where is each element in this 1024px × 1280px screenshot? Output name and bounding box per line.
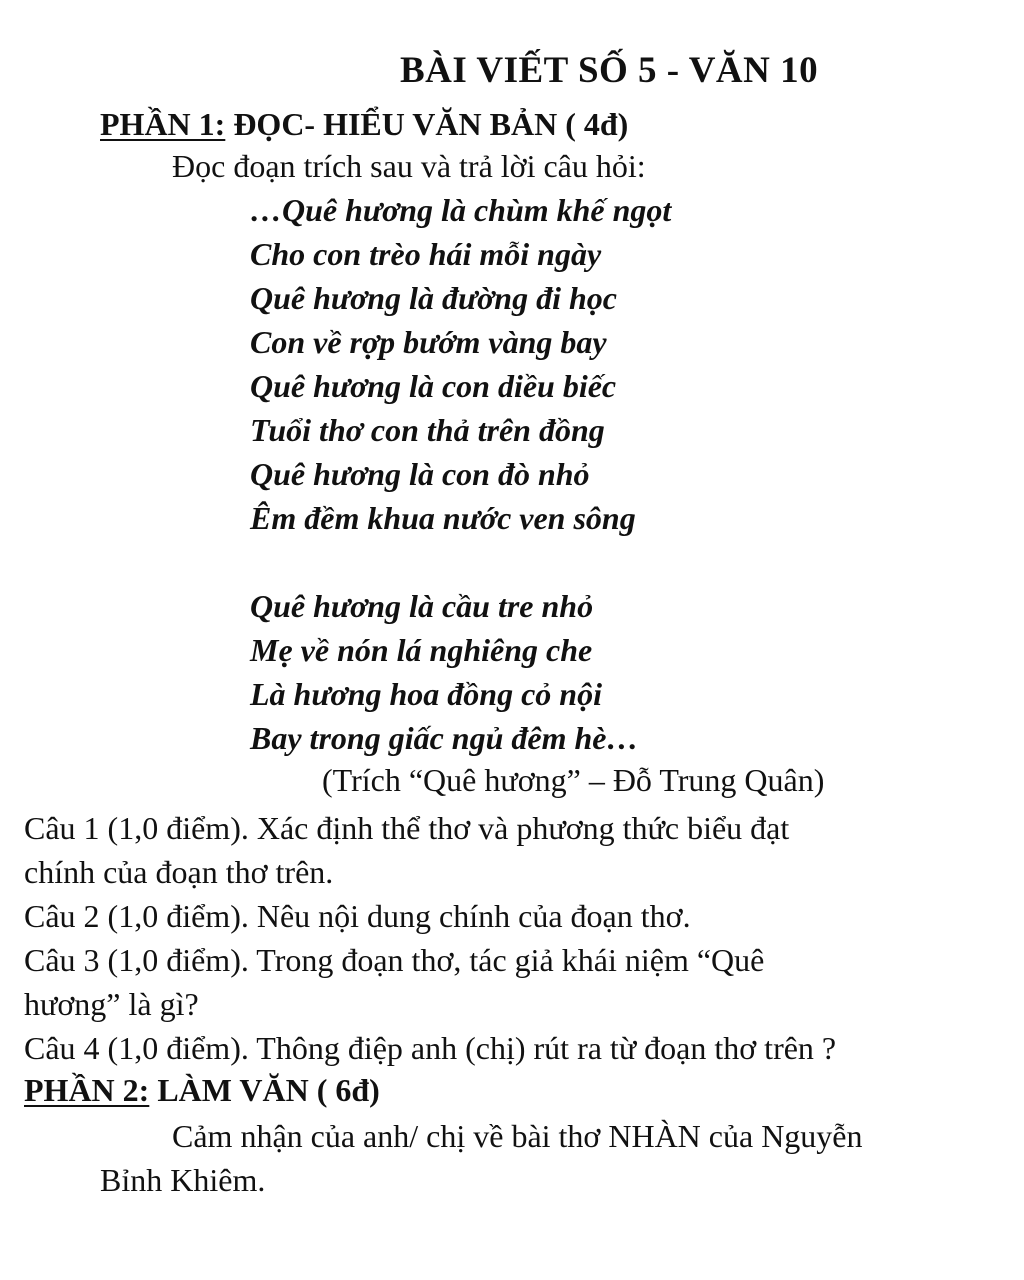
poem-line: Bay trong giấc ngủ đêm hè… [250, 720, 639, 756]
question-2: Câu 2 (1,0 điểm). Nêu nội dung chính của đoạn thơ. [24, 898, 691, 934]
essay-prompt-line-1: Cảm nhận của anh/ chị về bài thơ NHÀN của Nguyễn [172, 1118, 863, 1154]
part1-label: PHẦN 1: [100, 106, 226, 142]
poem-line: …Quê hương là chùm khế ngọt [250, 192, 672, 228]
poem-line: Quê hương là đường đi học [250, 280, 617, 316]
question-3-line-2: hương” là gì? [24, 986, 199, 1022]
part1-heading [100, 108, 628, 140]
poem-line: Tuổi thơ con thả trên đồng [250, 412, 605, 448]
poem-line: Cho con trèo hái mỗi ngày [250, 236, 602, 272]
question-3-line-1: Câu 3 (1,0 điểm). Trong đoạn thơ, tác giả khái niệm “Quê [24, 942, 765, 978]
document-title: BÀI VIẾT SỐ 5 - VĂN 10 [400, 50, 819, 91]
essay-prompt-line-2: Bỉnh Khiêm. [100, 1162, 266, 1198]
poem-source: (Trích “Quê hương” – Đỗ Trung Quân) [322, 762, 825, 798]
part2-label: PHẦN 2: [24, 1072, 150, 1108]
question-1-line-1: Câu 1 (1,0 điểm). Xác định thể thơ và phương thức biểu đạt [24, 810, 790, 846]
reading-instruction: Đọc đoạn trích sau và trả lời câu hỏi: [172, 148, 646, 184]
poem-line: Êm đềm khua nước ven sông [250, 500, 636, 536]
poem-line: Mẹ về nón lá nghiêng che [250, 632, 593, 668]
question-1-line-2: chính của đoạn thơ trên. [24, 854, 334, 890]
question-4: Câu 4 (1,0 điểm). Thông điệp anh (chị) rút ra từ đoạn thơ trên ? [24, 1030, 837, 1066]
poem-line: Quê hương là cầu tre nhỏ [250, 588, 594, 624]
poem-line: Là hương hoa đồng cỏ nội [250, 676, 602, 712]
poem-line: Quê hương là con diều biếc [250, 368, 617, 404]
part2-heading [24, 1074, 380, 1106]
part1-title: ĐỌC- HIỂU VĂN BẢN ( 4đ) [225, 106, 629, 142]
poem-line: Con về rợp bướm vàng bay [250, 324, 607, 360]
poem-line: Quê hương là con đò nhỏ [250, 456, 590, 492]
part2-title: LÀM VĂN ( 6đ) [149, 1072, 380, 1108]
